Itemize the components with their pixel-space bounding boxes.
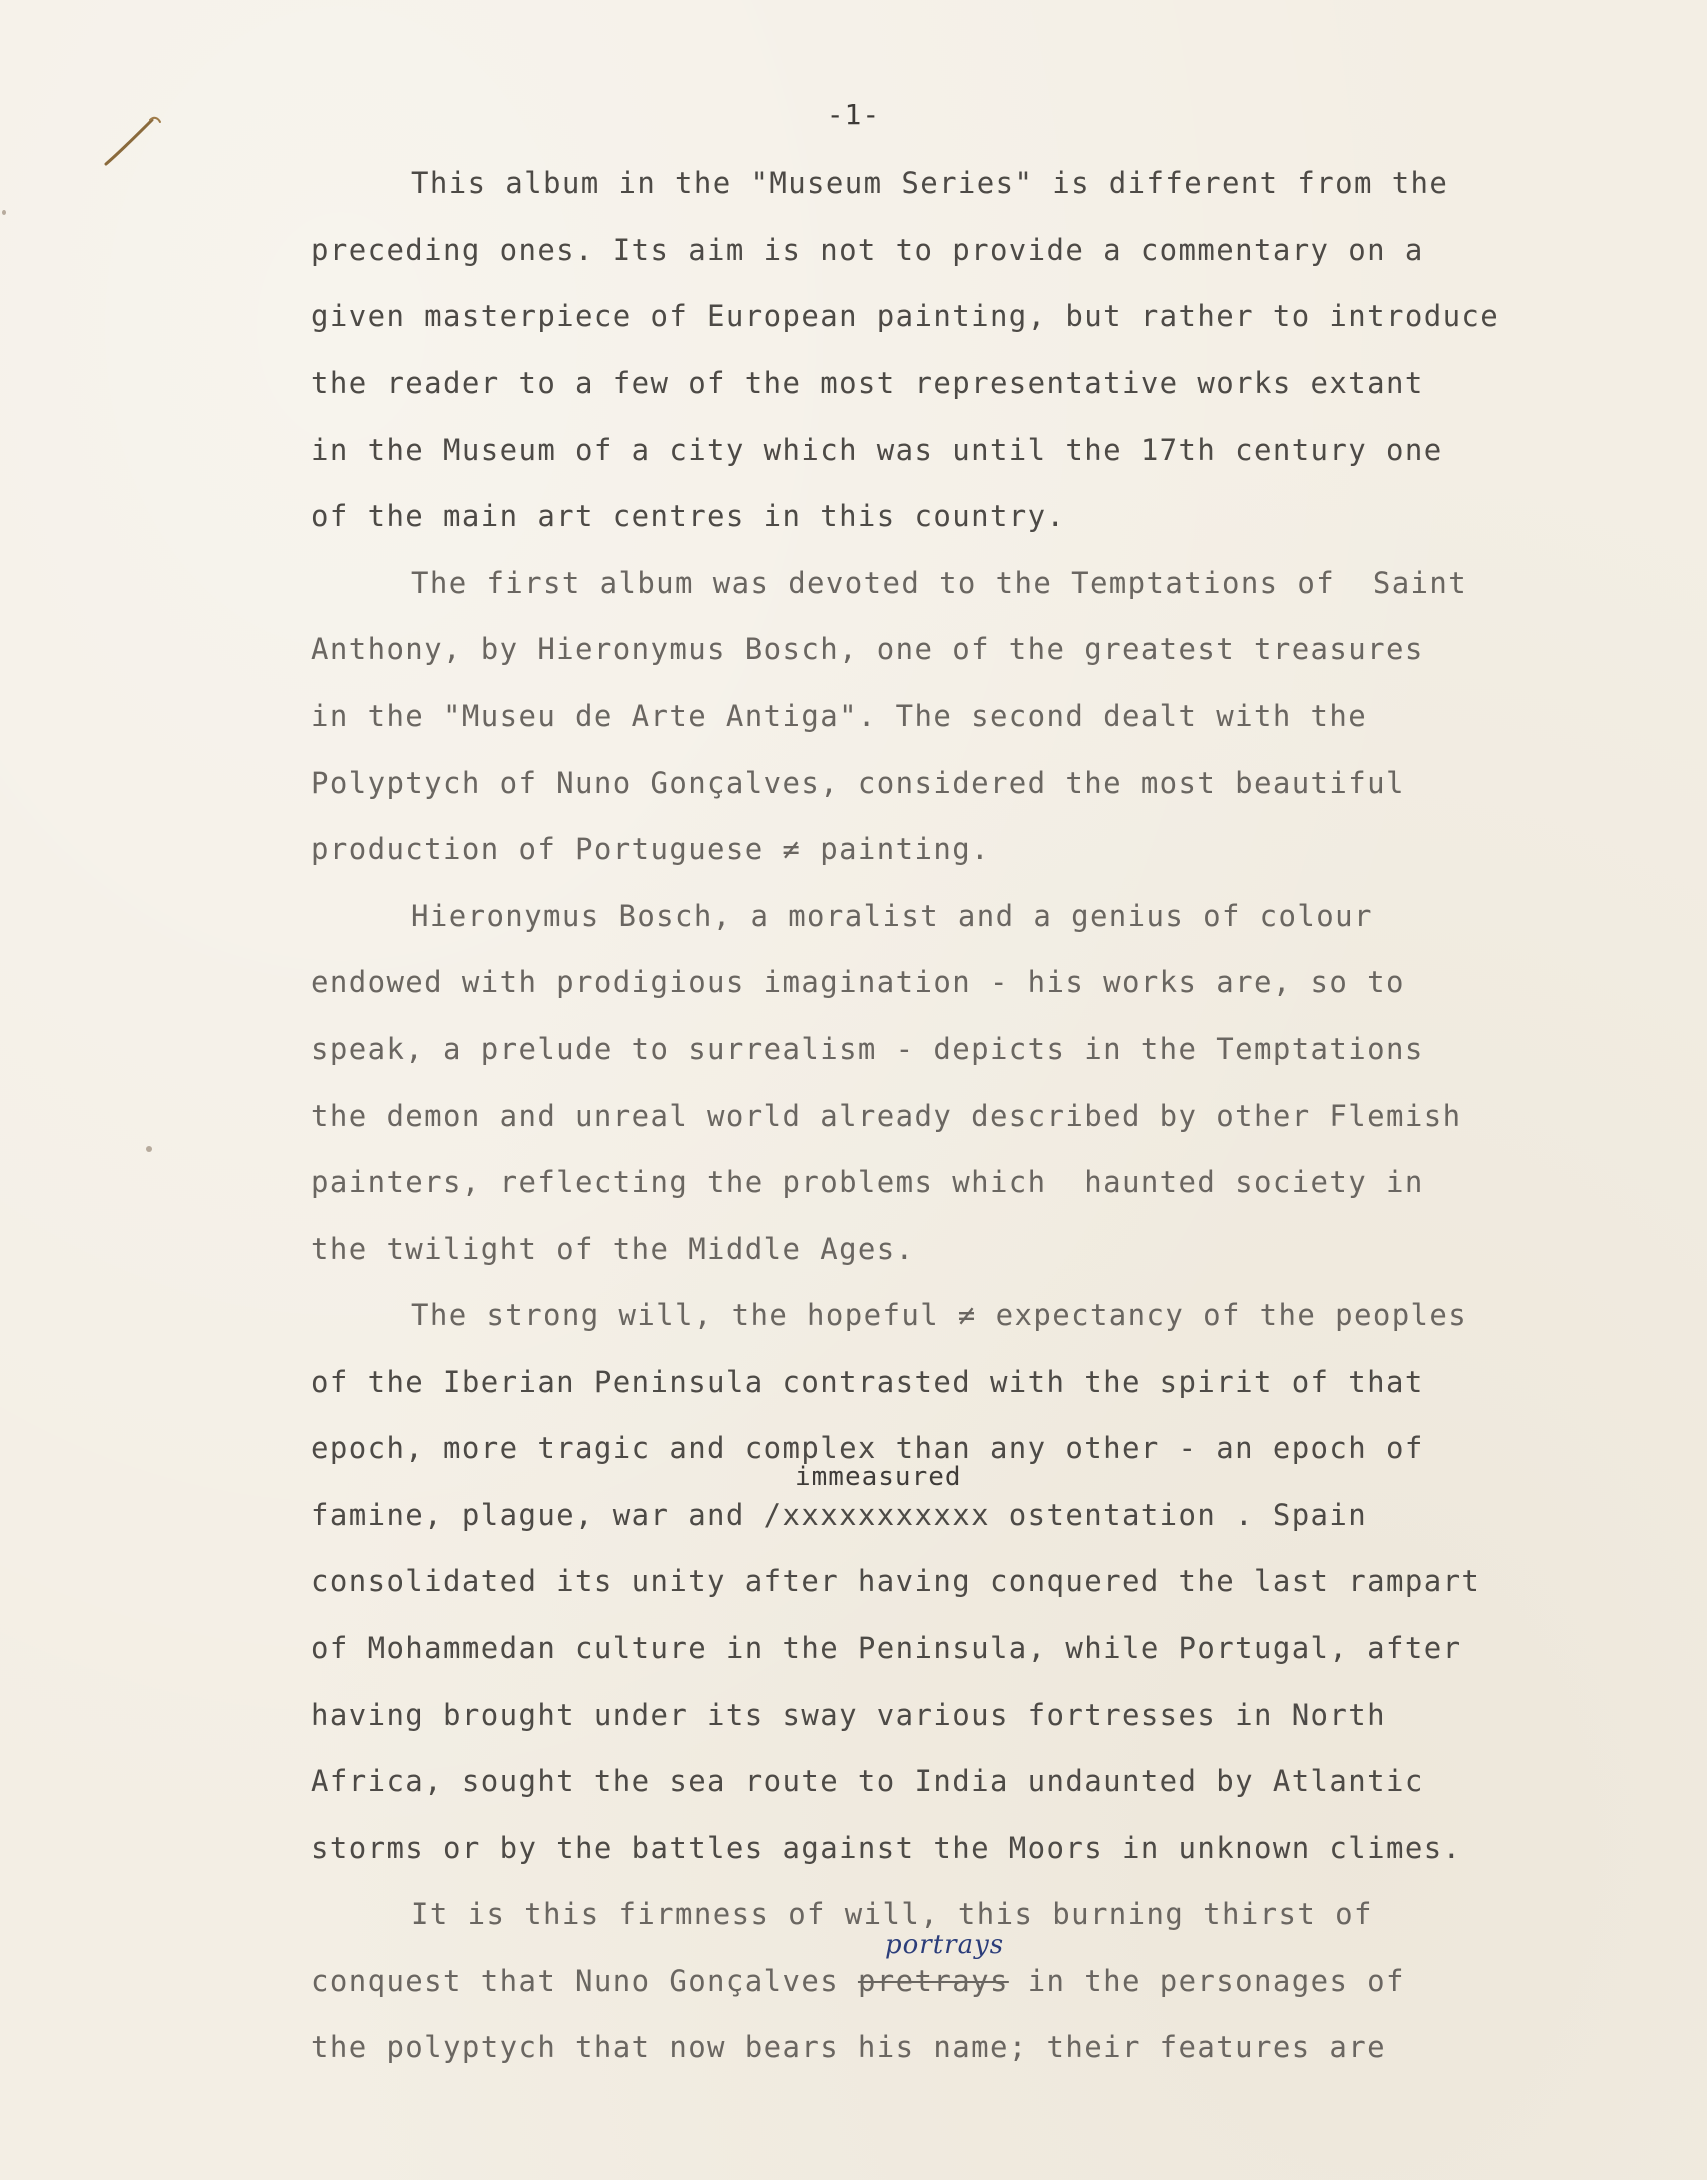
text-line: the demon and unreal world already described by other Flemish bbox=[311, 1099, 1462, 1133]
struck-word: pretrays bbox=[857, 1964, 1009, 1998]
text-line: The first album was devoted to the Temptations of Saint bbox=[411, 566, 1468, 600]
text-line: production of Portuguese ≠ painting. bbox=[311, 832, 990, 866]
typed-insertion: immeasured bbox=[795, 1462, 962, 1492]
text-line: the reader to a few of the most representative works extant bbox=[311, 366, 1424, 400]
text-segment: conquest that Nuno Gonçalves bbox=[311, 1964, 858, 1998]
text-line: epoch, more tragic and complex than any other - an epoch of bbox=[311, 1431, 1424, 1465]
text-line: in the "Museu de Arte Antiga". The second dealt with the bbox=[311, 699, 1368, 733]
text-line: It is this firmness of will, this burning thirst of bbox=[411, 1897, 1373, 1931]
text-line: storms or by the battles against the Moors in unknown climes. bbox=[311, 1831, 1462, 1865]
text-line: endowed with prodigious imagination - his works are, so to bbox=[311, 965, 1405, 999]
text-line: of the main art centres in this country. bbox=[311, 499, 1066, 533]
text-line: in the Museum of a city which was until the 17th century one bbox=[311, 433, 1443, 467]
text-line: Polyptych of Nuno Gonçalves, considered the most beautiful bbox=[311, 766, 1405, 800]
text-line: the twilight of the Middle Ages. bbox=[311, 1232, 915, 1266]
text-line: given masterpiece of European painting, but rather to introduce bbox=[311, 299, 1500, 333]
text-line: Anthony, by Hieronymus Bosch, one of the greatest treasures bbox=[311, 632, 1424, 666]
text-line: famine, plague, war and /xxxxxxxxxxx ostentation . Spain bbox=[311, 1498, 1368, 1532]
page-number: -1- bbox=[826, 98, 881, 131]
text-line: The strong will, the hopeful ≠ expectancy of the peoples bbox=[411, 1298, 1468, 1332]
text-line: of the Iberian Peninsula contrasted with the spirit of that bbox=[311, 1365, 1424, 1399]
text-line: consolidated its unity after having conquered the last rampart bbox=[311, 1564, 1481, 1598]
text-line: Hieronymus Bosch, a moralist and a genius of colour bbox=[411, 899, 1373, 933]
text-line: the polyptych that now bears his name; their features are bbox=[311, 2030, 1386, 2064]
handwritten-insertion: portrays bbox=[885, 1930, 1005, 1960]
text-line: Africa, sought the sea route to India undaunted by Atlantic bbox=[311, 1764, 1424, 1798]
text-line-with-correction bbox=[311, 1963, 1405, 1999]
paper-speck bbox=[2, 210, 6, 215]
text-segment: in the personages of bbox=[1008, 1964, 1405, 1998]
text-line: having brought under its sway various fortresses in North bbox=[311, 1698, 1386, 1732]
text-line: preceding ones. Its aim is not to provide a commentary on a bbox=[311, 233, 1424, 267]
paper-speck bbox=[146, 1146, 152, 1152]
text-line: of Mohammedan culture in the Peninsula, while Portugal, after bbox=[311, 1631, 1462, 1665]
text-line: This album in the "Museum Series" is different from the bbox=[411, 166, 1449, 200]
text-line: speak, a prelude to surrealism - depicts in the Temptations bbox=[311, 1032, 1424, 1066]
text-line: painters, reflecting the problems which haunted society in bbox=[311, 1165, 1424, 1199]
